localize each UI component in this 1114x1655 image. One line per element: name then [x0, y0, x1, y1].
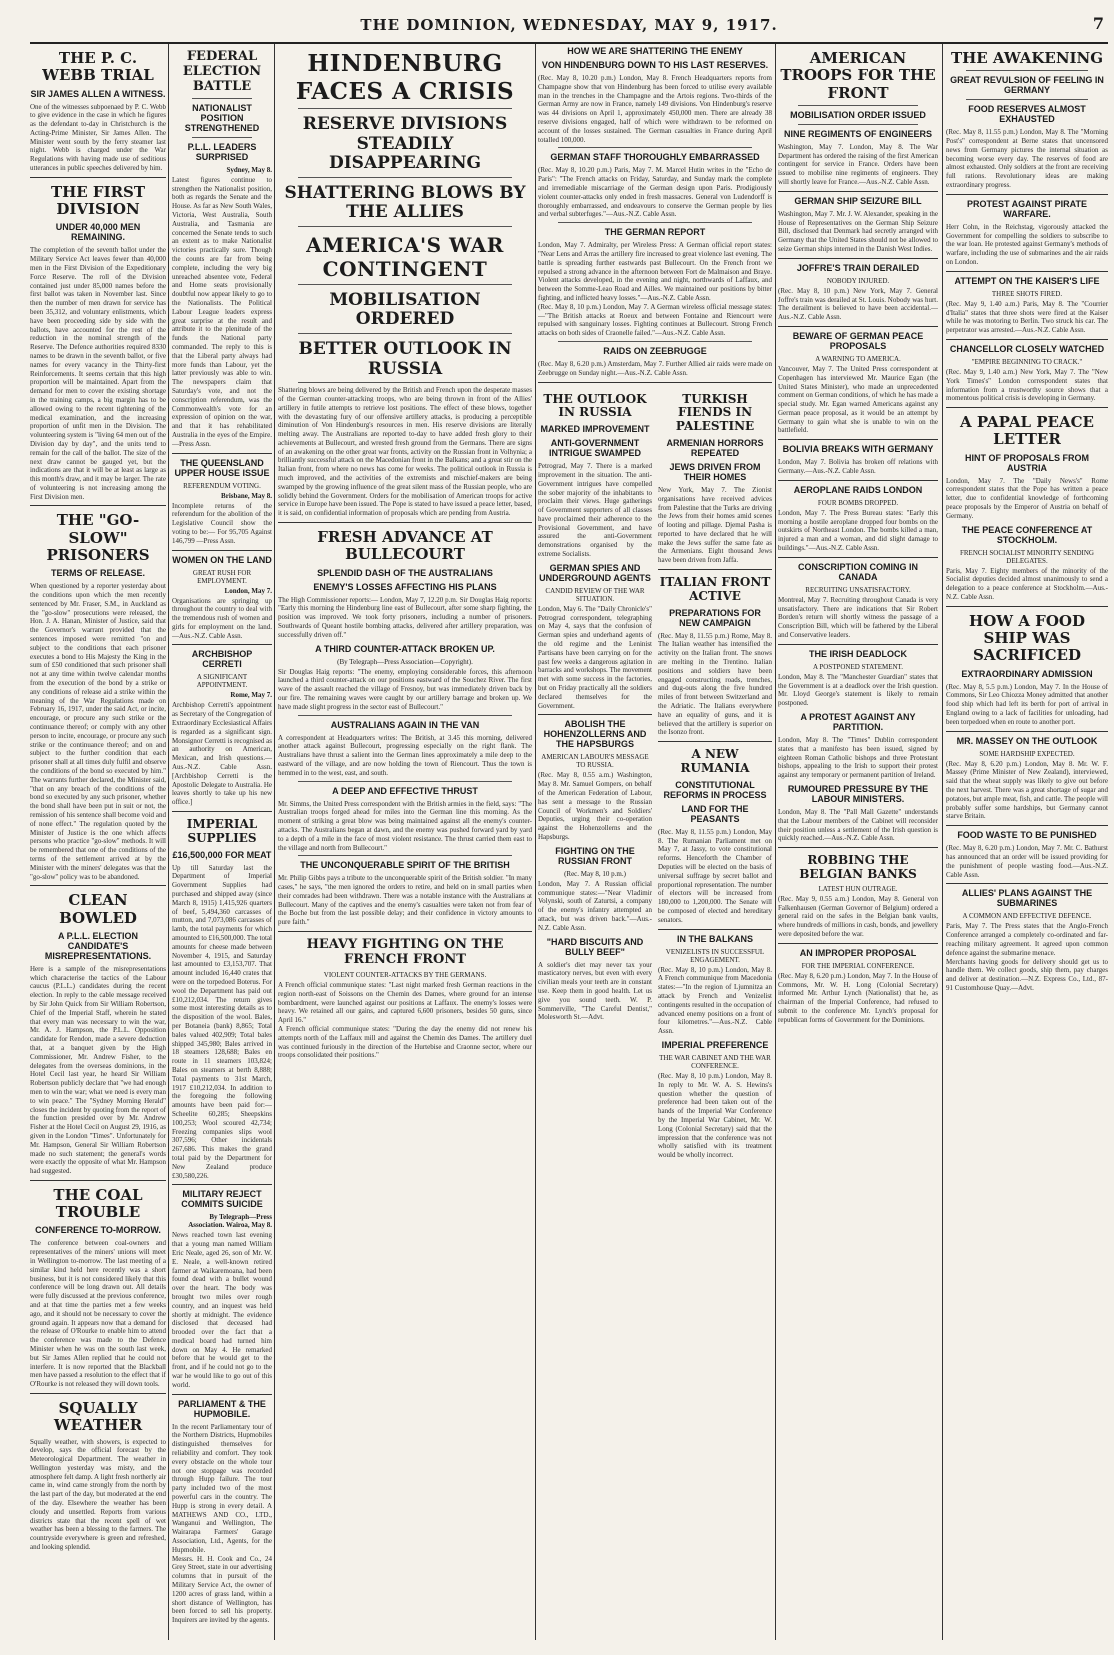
article-text: Incomplete returns of the referendum for the abolition of the Legislative Council show the voting to be:— For 95,705 Against 146,799 —Press Assn.	[172, 501, 272, 545]
article-text: London, May 8. The "Times" Dublin correspondent states that a manifesto has been issued, signed by eighteen Roman Catholic bishops and three Protestant bishops, appealing to the Irish to support their protest against any temporary or permanent partition of Ireland.	[778, 736, 938, 780]
divider	[298, 382, 512, 383]
headline: THE FIRST DIVISION	[50, 182, 146, 219]
article-text: Mr. Simms, the United Press correspondent with the British armies in the field, says: "The Australian troops forged ahead for miles into the German line this morning. As the moment of striking a great blow was being maintained against all the enemy's counter-attacks. The Australians began at dawn, and the enemy was pushed forward yard by yard to a depth of a mile in the face of most violent resistance. The thrust carried them east to the village and north from Bullecourt."	[278, 799, 532, 852]
subheadline: THE IRISH DEADLOCK	[808, 648, 907, 659]
subheadline: ANTI-GOVERNMENT INTRIGUE SWAMPED	[548, 438, 641, 459]
subheadline: MILITARY REJECT COMMITS SUICIDE	[181, 1189, 263, 1210]
subheadline: PROTEST AGAINST PIRATE WARFARE.	[966, 198, 1087, 219]
subheadline: VON HINDENBURG DOWN TO HIS LAST RESERVES.	[541, 60, 769, 70]
article-text: (Rec. May 9, 1.40 a.m.) Paris, May 8. The "Courrier d'Italia" states that three shots were fired at the Kaiser while he was motoring to Berlin. Two struck his car. The perpetrator was arrested.—Aus.-N.Z. Cable Assn.	[946, 299, 1108, 335]
divider	[172, 1394, 272, 1395]
subheadline: FOOD RESERVES ALMOST EXHAUSTED	[968, 104, 1086, 125]
subheadline: £16,500,000 FOR MEAT	[172, 849, 272, 860]
subheadline: NINE REGIMENTS OF ENGINEERS	[783, 128, 933, 139]
subheadline: CONSCRIPTION COMING IN CANADA	[797, 561, 918, 582]
divider	[946, 271, 1108, 272]
deck: FOR THE IMPERIAL CONFERENCE.	[801, 961, 915, 970]
divider	[30, 1180, 166, 1181]
divider	[778, 847, 938, 848]
deck: (By Telegraph—Press Association—Copyright).	[337, 657, 473, 666]
divider	[946, 731, 1108, 732]
deck: A WARNING TO AMERICA.	[815, 354, 901, 363]
divider	[172, 453, 272, 454]
headline: MOBILISATION ORDERED	[329, 289, 481, 330]
article-text: London, May 7. Admiralty, per Wireless Press: A German official report states: "Near Lens and Arras the artillery fire increased to great violence last evening. The battle is spreading further eastwards past Bullecourt. On the French front we repulsed a strong advance in the afternoon between Fort de Malmaison and Braye. Violent attacks developed, in the evening and night, northwards of Laffaux, and between the Somme-Leao Road and Ailles. We maintained our positions by bitter fighting, and inflicted heavy losses."—Aus.-N.Z. Cable Assn.	[538, 241, 772, 302]
subheadline: JOFFRE'S TRAIN DERAILED	[796, 262, 920, 273]
subheadline: THE PEACE CONFERENCE AT STOCKHOLM.	[961, 524, 1093, 545]
subheadline: MR. MASSEY ON THE OUTLOOK	[956, 735, 1098, 746]
column-4	[538, 44, 772, 1640]
article-text: Montreal, May 7. Recruiting throughout Canada is very unsatisfactory. There are indications that Sir Robert Borden's return will shortly witness the passage of a Conscription Bill, which will be fathered by the Liberal and Conservative leaders.	[778, 595, 938, 640]
divider	[298, 284, 512, 285]
sub-column	[538, 387, 652, 1160]
divider	[30, 177, 166, 178]
divider	[946, 825, 1108, 826]
deck: A SIGNIFICANT APPOINTMENT.	[196, 673, 248, 690]
article-text: Organisations are springing up throughout the country to deal with the tremendous rush of women and girls for employment on the land.—Aus.-N.Z. Cable Assn.	[172, 596, 272, 640]
headline: FEDERAL ELECTION BATTLE	[182, 49, 262, 94]
subheadline: RAIDS ON ZEEBRUGGE	[603, 345, 707, 356]
headline: ITALIAN FRONT ACTIVE	[659, 575, 771, 603]
subheadline: WOMEN ON THE LAND	[172, 554, 272, 565]
article-text: Here is a sample of the misrepresentations which characterise the tactics of the Labour caucus (P.L.L.) candidates during the recent election. In reply to the cable message received by Sir John Quick from Sir William Robertson, Chief of the Imperial Staff, wherein he stated that every man was necessary to win the war, Mr. A. J. Hampson, the P.L.L. Opposition candidate for Rendon, made a severe deduction that, at a banquet given by the High Commissioner, Mr. Andrew Fisher, to the delegates from the overseas dominions, in the Hotel Cecil last year, he heard Sir William Robertson publicly declare that "we had enough men to win the war; what we need is every man to win peace." The "Sydney Morning Herald" closes the incident by quoting from the report of the function presided over by Mr. Andrew Fisher at the Hotel Cecil on August 29, 1916, as given in the London "Times". Unfortunately for Mr. Hampson, General Sir William Robertson made no such statement; the general's words were exactly the opposite of what Mr. Hampson had suggested.	[30, 964, 166, 1176]
divider	[298, 177, 512, 178]
article-text: Shattering blows are being delivered by the British and French upon the desperate masses of the German counter-attacking troops, who are being thrown in front of the Allies' artillery in futile attempts to retrieve lost positions. The effect of these blows, together with the devastating fury of our offensive artillery attacks, is producing a perceptible diminution of Von Hindenburg's resources in men. His reserve divisions are literally melting away. The Australians are reported to-day to have added fresh glory to their achievements at Bullecourt, and wrested fresh ground from the Germans. There are signs of an awakening on the other great war fronts, activity on the Russian front in Volhynia; a brilliantly successful attack on the Macedonian front in the Balkans; and a great stir on the Italian front, from where no news has come for weeks. The political outlook in Russia is much improved, and the activities of the extremists and mischief-makers are being swamped by the growing influence of the great silent mass of the Russian people, who are solidly behind the Government. Orders for the mobilisation of American troops for active service in Europe have been issued. The Pope is stated to have issued a peace letter, based, it is said, on confidential information of proposals which are pending from Austria.	[278, 386, 532, 518]
article-text: A French official communique states: "Last night marked fresh German reactions in the region north-east of Soissons on the Chemin des Dames, where ground for an intense bombardment, were launched against our positions at Laffaux. The enemy's losses were heavy. We retained all our gains, and captured 6,600 prisoners, besides 50 guns, since April 16."	[278, 980, 532, 1025]
article-text: Merchants having goods for delivery should get us to handle them. We collect goods, ship them, pay charges and deliver at destination.—N.Z. Express Co., Ltd., 87-91 Customhouse Quay.—Advt.	[946, 957, 1108, 992]
article-text: Petrograd, May 7. There is a marked improvement in the situation. The anti-Government intrigues have compelled the sober majority of the inhabitants to proclaim their views. Huge gatherings of Government supporters of all classes have proclaimed their adherence to the Provisional Government, and have assured the anti-Government demonstrations organised by the extreme Socialists.	[538, 462, 652, 559]
divider	[192, 137, 252, 138]
article-text: Vancouver, May 7. The United Press correspondent at Copenhagen has interviewed Mr. Maurice Egan (the United States Minister), who made an unprecedented comment on German conditions, of which he has made a special study. Mr. Egan warned Americans against any German peace proposal, as it would be an attempt by Germany to gain what she is unable to win on the battlefield.	[778, 364, 938, 435]
dateline: Sydney, May 8.	[226, 165, 272, 174]
subheadline: AEROPLANE RAIDS LONDON	[793, 484, 923, 495]
article-text: (Rec. May 8, 6.20 p.m.) Amsterdam, May 7. Further Allied air raids were made on Zeebrugge on Sunday night.—Aus.-N.Z. Cable Assn.	[538, 359, 772, 377]
headline: AMERICAN TROOPS FOR THE FRONT	[780, 49, 936, 102]
dateline: Rome, May 7.	[230, 691, 272, 700]
dateline: By Telegraph—Press Association. Wairoa, May 8.	[188, 1213, 272, 1230]
divider	[298, 855, 512, 856]
deck: LATEST HUN OUTRAGE.	[818, 884, 898, 893]
headline: A NEW RUMANIA	[680, 747, 750, 776]
article-text: London, May 8. The "Pall Mall Gazette" understands that the Labour members of the Cabinet will reconsider their position unless a settlement of the Irish question is quickly reached.—Aus.-N.Z. Cable Assn.	[778, 808, 938, 843]
subheadline: BEWARE OF GERMAN PEACE PROPOSALS	[792, 330, 924, 351]
article-text: (Rec. May 8, 10 p.m.) New York, May 7. General Joffre's train was derailed at St. Louis. Nobody was hurt. The derailment is believed to have been accidental.—Aus.-N.Z. Cable Assn.	[778, 286, 938, 322]
divider	[778, 326, 938, 327]
column-1	[30, 44, 166, 1640]
column-rule	[274, 44, 275, 1640]
divider	[172, 811, 272, 812]
article-text: (Rec. May 9, 1.40 a.m.) New York, May 7. The "New York Times's" London correspondent states that information from a trustworthy source shows that a momentous political crisis is developing in Germany.	[946, 368, 1108, 403]
divider	[298, 333, 512, 334]
headline: RESERVE DIVISIONS STEADILY DISAPPEARING	[302, 114, 508, 174]
subheadline: ATTEMPT ON THE KAISER'S LIFE	[954, 275, 1100, 286]
subheadline: GERMAN SHIP SEIZURE BILL	[794, 195, 922, 206]
headline: THE P. C. WEBB TRIAL	[42, 49, 154, 85]
divider	[778, 191, 938, 192]
subheadline: PREPARATIONS FOR NEW CAMPAIGN	[669, 607, 761, 628]
article-text: (Rec. May 8, 5.5 p.m.) London, May 7. In the House of Commons, Sir Leo Chiozza Money admitted that another food ship which had left its berth for port of arrival in England owing to a lack of facilities for unloading, had been torpedoed when en route to another port.	[946, 682, 1108, 726]
divider	[798, 105, 918, 106]
column-3	[278, 44, 532, 1640]
deck: REFERENDUM VOTING.	[183, 481, 261, 490]
divider	[30, 505, 166, 506]
sub-column	[658, 387, 772, 1160]
article-text: Archbishop Cerretti's appointment as Secretary of the Congregation of Extraordinary Ecclesiastical Affairs is regarded as a significant sign. Monsignor Cerretti is recognised as an authority on American, Mexican, and Irish questions.—Aus.-N.Z. Cable Assn. [Archbishop Cerretti is the Apostolic Delegate to Australia. He leaves shortly to take up his new office.]	[172, 701, 272, 807]
divider	[658, 929, 772, 930]
article-text: London, May 7. Bolivia has broken off relations with Germany.—Aus.-N.Z. Cable Assn.	[778, 458, 938, 476]
deck: (Rec. May 8, 10 p.m.)	[564, 869, 626, 878]
headline: SHATTERING BLOWS BY THE ALLIES	[284, 182, 526, 223]
deck: GREAT RUSH FOR EMPLOYMENT.	[192, 568, 252, 585]
headline: ROBBING THE BELGIAN BANKS	[799, 853, 917, 881]
article-text: Messrs. H. H. Cook and Co., 24 Grey Street, state in our advertising columns that in pursuit of the Military Service Act, the owner of 1200 acres of grass land, within a short distance of Wellington, has been forced to sell his property. Inquirers are invited by the agents.	[172, 1554, 272, 1625]
subheadline: P.L.L. LEADERS SURPRISED	[187, 141, 257, 162]
article-text: Squally weather, with showers, is expected to develop, says the official forecast by the Meteorological Department. The weather in Wellington yesterday was misty, and the atmosphere felt damp. A light fresh northerly air came in, wind came strongly from the north by the last part of the day, but moderated at the end of the day. Elsewhere the weather has been cloudy and unsettled. Reports from various districts state that the recent spell of wet weather has been a blessing to the farmers. The countryside everywhere is green and refreshed, and looking splendid.	[30, 1437, 166, 1552]
subheadline: HINT OF PROPOSALS FROM AUSTRIA	[964, 452, 1089, 473]
article-text: The High Commissioner reports:— London, May 7, 12.20 p.m. Sir Douglas Haig reports: "Early this morning the Hindenburg line east of Bullecourt, after some sharp fighting, the position was improved. We took forty prisoners, including a number of prisoners. Southwards of Queant hostile bombing attacks, delivered after artillery preparation, was successfully driven off."	[278, 595, 532, 639]
article-text: The conference between coal-owners and representatives of the miners' unions will meet in Wellington to-morrow. The last meeting of a similar kind held here recently was a short business, but it is not considered likely that this conference will be long drawn out. All details were fully discussed at the previous conference, and at that time the parties met a few weeks ago, and it should not be necessary to cover the ground again. It appears now that a demand for the release of O'Rourke to enable him to attend the conference was made to the Defence Minister when he was on the south last week, but Sir James Allen replied that he could not interfere. It is now reported that the Blackball men have passed a resolution to the effect that if O'Rourke is not released they will down tools.	[30, 1239, 166, 1389]
headline: TURKISH FIENDS IN PALESTINE	[675, 391, 755, 434]
deck: CANDID REVIEW OF THE WAR SITUATION.	[545, 586, 645, 603]
column-rule	[168, 44, 169, 1640]
divider	[558, 341, 752, 342]
deck: A POSTPONED STATEMENT.	[812, 662, 904, 671]
dateline: Brisbane, May 8.	[221, 491, 272, 500]
subheadline: IMPERIAL PREFERENCE	[661, 1039, 769, 1050]
section-banner: HOW WE ARE SHATTERING THE ENEMY	[567, 46, 743, 56]
divider	[946, 407, 1108, 408]
split-columns	[538, 387, 772, 1160]
divider	[658, 569, 772, 570]
article-text: Herr Cohn, in the Reichstag, vigorously attacked the Government for compelling the soldiers to subscribe to the war loan. He protested against Germany's methods of warfare, including the use of submarines and the air raids on London.	[946, 222, 1108, 267]
deck: THREE SHOTS FIRED.	[991, 289, 1063, 298]
headline: AMERICA'S WAR CONTINGENT	[306, 232, 504, 281]
subheadline: ENEMY'S LOSSES AFFECTING HIS PLANS	[313, 581, 497, 592]
divider	[538, 382, 772, 383]
article-text: The completion of the seventh ballot under the Military Service Act leaves fewer than 40,000 men in the First Division of the Expeditionary Force Reserve. The roll of the Division contained just under 85,000 names before the first ballot was taken in November last. Since then the number of men drawn for service has been 35,312, and voluntary enlistments, which have been proceeding side by side with the ballots, have accounted for the rest of the reduction in the nominal strength of the Reserve. The Defence authorities required 8330 names to be drawn in the seventh ballot, or five names for every vacancy in the Thirty-first Reinforcements. It seems certain that this high proportion will be maintained. Apart from the demand for men to cover the existing shortage in the training camps, a big margin has to be allowed owing to the recent tightening of the medical examination, and the increasing proportion of unfit men in the Division. The volunteering system is "living 64 men out of the Division day by day", and the units tend to remain for the call of the ballot. The size of the next draw cannot be gauged yet, but the indications are that it will be at least as large as this month's draw, and it may be larger. The rate of volunteering is not increasing among the First Division men.	[30, 246, 166, 501]
article-text: (Rec. May 8, 10.20 p.m.) Paris, May 7. M. Marcel Hutin writes in the "Echo de Paris": "The French attacks on Friday, Saturday, and Sunday mark the complete and irremediable miscarriage of the German design upon Paris. Prodigiously violent counter-attacks only ended in fresh massacres. General von Ludendorff is thoroughly embarrassed, and endeavours to conserve the German people by lies and verbal subterfuges."—Aus.-N.Z. Cable Assn.	[538, 166, 772, 219]
subheadline: CHANCELLOR CLOSELY WATCHED	[949, 344, 1105, 354]
divider	[278, 522, 532, 523]
divider	[558, 222, 752, 223]
subheadline: A THIRD COUNTER-ATTACK BROKEN UP.	[315, 643, 495, 654]
headline: A PAPAL PEACE LETTER	[959, 413, 1094, 449]
article-text: (Rec. May 8, 11.55 p.m.) London, May 8. The Rumanian Parliament met on May 7, at Jassy, to vote constitutional reforms. Henceforth the Chamber of Deputies will be elected on the basis of universal suffrage by secret ballot and proportional representation. The number of electors will be increased from 180,000 to 1,200,000. The Senate will be composed of elected and hereditary senators.	[658, 827, 772, 924]
deck: NOBODY INJURED.	[826, 276, 890, 285]
subheadline: ABOLISH THE HOHENZOLLERNS AND THE HAPSBURGS	[543, 719, 647, 750]
article-text: Washington, May 7. London, May 8. The War Department has ordered the raising of the first American contingent for service in France. Orders have been issued to mobilise nine regiments of engineers. They will shortly leave for France.—Aus.-N.Z. Cable Assn.	[778, 142, 938, 186]
deck: A COMMON AND EFFECTIVE DEFENCE.	[962, 912, 1092, 921]
article-text: London, May 6. The "Daily Chronicle's" Petrograd correspondent, telegraphing on May 4, says that the confusion of German spies and underhand agents of the old regime and the Leninist Partisans have been carrying on for the past few weeks a dangerous agitation in barracks and workshops. The movement met with some success in the factories, but on Friday practically all the soldiers declared themselves for the Government.	[538, 604, 652, 710]
article-text: (Rec. May 8, 0.55 a.m.) Washington, May 8. Mr. Samuel Gompers, on behalf of the American Federation of Labour, has sent a message to the Russian Council of Workmen's and Soldiers' Deputies, urging their co-operation against the Hohenzollerns and the Hapsburgs.	[538, 771, 652, 842]
deck: "EMPIRE BEGINNING TO CRACK."	[971, 358, 1083, 366]
divider	[778, 557, 938, 558]
subheadline: CONFERENCE TO-MORROW.	[35, 1225, 161, 1236]
subheadline: FOOD WASTE TO BE PUNISHED	[957, 830, 1097, 841]
article-text: A soldier's diet may never tax your masticatory nerves, but even with every civilian meals your teeth are in constant use. Keep them in good health. Let us give you sound teeth. W. P. Sommerville, "The Careful Dentist," Molesworth St.—Advt.	[538, 960, 652, 1022]
article-text: (Rec. May 8, 6.20 p.m.) London, May 7. Mr. C. Bathurst has announced that an order will be issued providing for the punishment of people wasting food.—Aus.-N.Z. Cable Assn.	[946, 844, 1108, 879]
subheadline: UNDER 40,000 MEN REMAINING.	[55, 222, 141, 243]
headline: CLEAN BOWLED	[59, 891, 137, 927]
divider	[172, 550, 272, 551]
column-rule	[775, 44, 776, 1640]
masthead	[30, 6, 1108, 44]
divider	[298, 715, 512, 716]
article-text: (Rec. May 8, 11.55 p.m.) Rome, May 8. The Italian weather has intensified the activity on the Italian front. The snows are melting in the Trentino. Italian positions and soldiers have been engaged constructing roads, trenches, and dug-outs along the five hundred miles of front between Switzerland and the Adriatic. The Italians everywhere have an equality of guns, and it is believed that the artillery is superior on the Isonzo front.	[658, 631, 772, 737]
deck: SOME HARDSHIP EXPECTED.	[979, 749, 1075, 758]
divider	[558, 147, 752, 148]
article-text: Washington, May 7. Mr. J. W. Alexander, speaking in the House of Representatives on the German Ship Seizure Bill, disclosed that Denmark had secretly arranged with Germany that the United States should not be allowed to seize German ships interned in the Danish West Indies.	[778, 209, 938, 253]
column-rule	[535, 44, 536, 1640]
deck: THE WAR CABINET AND THE WAR CONFERENCE.	[659, 1053, 771, 1070]
article-text: (Rec. May 8, 6.20 p.m.) London, May 8. Mr. W. F. Massey (Prime Minister of New Zealand), interviewed, said that the wheat supply was likely to give out before the next harvest. There was a great shortage of sugar and potatoes, but ample meat, fish, and cattle. The people will probably suffer some hardships, but Germany cannot starve Britain.	[946, 759, 1108, 821]
column-6	[946, 44, 1108, 1640]
divider	[798, 124, 918, 125]
subheadline: NATIONALIST POSITION STRENGTHENED	[184, 102, 260, 133]
article-text: Latest figures continue to strengthen the Nationalist position, both as regards the Senate and the House. As far as New South Wales, Victoria, West Australia, South Australia, and Tasmania are concerned the Senate tends to such an extent as to make Nationalist victories practically sure. Though the counts are far from being complete, including the very big unreached absentee vote, Federal and Home seats provisionally doubtful now appear likely to go to the Nationalists. The Political Labour League leaders express great surprise at the result and attribute it to the plenitude of the funds the National party commanded. The reply to this is that the Liberal party always had more funds than Labour, yet the latter previously was able to win. The newspapers claim that Saturday's vote, and not the conscription referendum, was the Commonwealth's vote for an expression of opinion on the war, and that it has rehabilitated Australia in the eyes of the Empire.—Press Assn.	[172, 175, 272, 448]
divider	[946, 194, 1108, 195]
divider	[30, 885, 166, 886]
article-text: London, May 7. The "Daily News's" Rome correspondent states that the Pope has written a peace letter, due to confidential knowledge of forthcoming peace proposals by the Emperor of Austria on behalf of Germany.	[946, 476, 1108, 520]
column-rule	[942, 44, 943, 1640]
headline: IMPERIAL SUPPLIES	[186, 817, 258, 845]
subheadline: MARKED IMPROVEMENT	[540, 424, 650, 435]
subheadline: A PROTEST AGAINST ANY PARTITION.	[800, 712, 916, 733]
subheadline: LAND FOR THE PEASANTS	[681, 803, 749, 824]
divider	[966, 70, 1088, 71]
article-text: Up till Saturday last the Department of Imperial Government Supplies had purchased and shipped away (since March 8, 1915) 1,415,926 quarters of beef, 5,494,360 carcasses of mutton, and 7,073,086 carcasses of lamb, the total payments for which amounted to £16,500,000. The total amounts for cheese made between November 4, 1915, and Saturday last amounted to £3,153,707. That amount included 16,440 crates that were on the torpedoed Boterus. For wool the Department has paid out £10,212,034. The return gives some most interesting details as to the disposition of the wool. Bales, per Botaneia (bank) 8,865; Total bales valued 402,909; Total bales shipped 345,980; Bales arrived in 18 steamers 128,688; Bales en route in 11 steamers 103,824; Bales on steamers at berth 8,888; Total payments to 31st March, 1917 £10,212,034. In addition to the foregoing the following amounts have been paid for:— Scheelite 60,285; Sheepskins 100,253; Wool scoured 42,734; Freezing companies slips wool 307,596; Other incidentals 267,686. This makes the grand total paid by the Department for New Zealand produce £30,580,226.	[172, 863, 272, 1180]
column-2	[172, 44, 272, 1640]
subheadline: GERMAN STAFF THOROUGHLY EMBARRASSED	[550, 152, 760, 163]
divider	[966, 99, 1088, 100]
page-number: 7	[1092, 14, 1104, 33]
subheadline: FIGHTING ON THE RUSSIAN FRONT	[555, 845, 635, 866]
headline: HOW A FOOD SHIP WAS SACRIFICED	[969, 611, 1085, 665]
subheadline: SIR JAMES ALLEN A WITNESS.	[30, 88, 166, 99]
deck: FOUR BOMBS DROPPED.	[817, 498, 899, 507]
divider	[778, 644, 938, 645]
divider	[172, 644, 272, 645]
divider	[946, 606, 1108, 607]
headline: THE AWAKENING	[950, 49, 1104, 67]
subheadline: GERMAN SPIES AND UNDERGROUND AGENTS	[539, 562, 651, 583]
divider	[778, 258, 938, 259]
article-text: (Rec. May 9, 0.55 a.m.) London, May 8. General von Falkenhausen (German Governor of Belgium) ordered a general raid on the safes in the Belgian bank vaults, where hundreds of millions in cash, bonds, and jewellery were deposited before the war.	[778, 894, 938, 938]
subheadline: A DEEP AND EFFECTIVE THRUST	[332, 785, 478, 796]
article-text: (Rec. May 8, 10 p.m.) London, May 8. A French communique from Macedonia states:—"In the region of Ljumnitza an attack by French and Venizelist contingents resulted in the occupation of advanced enemy positions on a front of four kilometres."—Aus.-N.Z. Cable Assn.	[658, 965, 772, 1036]
divider	[778, 480, 938, 481]
headline: THE COAL TROUBLE	[53, 1185, 143, 1222]
divider	[298, 226, 512, 227]
divider	[172, 1184, 272, 1185]
article-text: Paris, May 7. The Press states that the Anglo-French Conference arranged a completely co-ordinated and far-reaching military agreement. It agreed upon common defence against the submarine menace.	[946, 922, 1108, 957]
headline: BETTER OUTLOOK IN RUSSIA	[298, 339, 512, 379]
subheadline: JEWS DRIVEN FROM THEIR HOMES	[669, 461, 761, 482]
column-5	[778, 44, 938, 1640]
article-text: When questioned by a reporter yesterday about the conditions upon which the men recently sentenced by Mr. Fraser, S.M., in Auckland as the "go-slow" prosecutions were released, the Hon. J. A. Hanan, Minister of Justice, said that the Governor's warrant provided that the sentences imposed were remitted "on and subject to the conditions that each prisoner executes a bond to His Majesty the King in the sum of £50 conditioned that such prisoner shall not at any time within twelve calendar months from the execution of the bond by a strike or any conditions of release aid a strike within the meaning of the War Regulations made on February 16, 1917, under the said Act, or incite, encourage, or procure any such strike or the continuance thereof; or comply with any other person to incite, encourage, or procure any such strike or the continuance thereof; and on and subject to the further condition that each prisoner shall at all times duly fulfil and observe the conditions of the bond so executed by him." The warrants further declared, the Minister said, "that on any breach of the conditions of the bond so executed by any such prisoner, whether the bond shall have been put in suit or not, the remission of his sentence shall become void and of none effect." The regulation quoted by the Minister of Justice is the one which affects persons who practice "go-slow" methods. It will be remembered that one of the conditions of the terms of the settlement arrived at by the Minister with the miners' delegates was that the "go-slow" policy was to be abandoned.	[30, 582, 166, 881]
subheadline: BOLIVIA BREAKS WITH GERMANY	[782, 444, 934, 455]
article-text: London, May 8. The "Manchester Guardian" states that the Government is at a deadlock over the Irish question. Mr. Lloyd George's statement is likely to remain postponed.	[778, 672, 938, 708]
divider	[192, 98, 252, 99]
article-text: London, May 7. The Press Bureau states: "Early this morning a hostile aeroplane dropped four bombs on the outskirts of Northeast London. The bombs killed a man, injured a man and a woman, and did slight damage to buildings."—Aus.-N.Z. Cable Assn.	[778, 508, 938, 553]
subheadline: THE GERMAN REPORT	[604, 227, 706, 238]
article-text: Mr. Philip Gibbs pays a tribute to the unconquerable spirit of the British soldier. "In many cases," he says, "the men ignored the orders to retire, and held on in small parties when their comrades had been withdrawn. There was a notable instance with the Australians at Bullecourt. Many of the captives and the enemy's casualties were taken not from fear of the Boche but from the last possible delay; and their confidence in victory amounts to pure faith."	[278, 874, 532, 927]
headline: FRESH ADVANCE AT BULLECOURT	[317, 528, 493, 564]
subheadline: PARLIAMENT & THE HUPMOBILE.	[178, 1398, 266, 1419]
divider	[538, 714, 652, 715]
article-text: (Rec. May 8, 10 p.m.) London, May 8. In reply to Mr. W. A. S. Hewins's question whether the question of preference had been taken out of the hands of the Imperial War Conference by the Imperial War Cabinet, Mr. W. Long (Colonial Secretary) said that the impression that the conference was not wholly satisfied with its treatment would be wholly incorrect.	[658, 1071, 772, 1160]
headline: THE OUTLOOK IN RUSSIA	[543, 391, 647, 420]
article-text: A French official communique states: "During the day the enemy did not renew his attempts north of the Laffaux mill and against the Chemin des Dames. The artillery duel was continued furiously in the direction of the Hurtebise and Craonne sector, where our troops consolidated their positions."	[278, 1024, 532, 1060]
subheadline: GREAT REVULSION OF FEELING IN GERMANY	[950, 75, 1104, 96]
divider	[946, 339, 1108, 340]
subheadline: A P.L.L. ELECTION CANDIDATE'S MISREPRESENTATIONS.	[44, 930, 152, 961]
subheadline: SPLENDID DASH OF THE AUSTRALIANS	[317, 567, 493, 578]
article-text: London, May 7. A Russian official communique states:—"Near Vladimir Volynski, south of Zaturtsi, a company of the enemy's infantry attempted an attack, but was driven back."—Aus.-N.Z. Cable Assn.	[538, 879, 652, 932]
subheadline: EXTRAORDINARY ADMISSION	[961, 668, 1093, 679]
deck: AMERICAN LABOUR'S MESSAGE TO RUSSIA.	[541, 753, 649, 770]
divider	[298, 108, 512, 109]
divider	[658, 741, 772, 742]
article-text: (Rec. May 8, 11.55 p.m.) London, May 8. The "Morning Post's" correspondent at Berne states that uncensored news from Germany pictures the internal situation as becoming worse every day. The reserves of food are almost exhausted. Only soldiers at the front are receiving full rations. Revolutionary ideas are making extraordinary progress.	[946, 128, 1108, 190]
subheadline: RUMOURED PRESSURE BY THE LABOUR MINISTERS.	[787, 784, 929, 805]
article-text: Sir Douglas Haig reports: "The enemy, employing considerable forces, this afternoon launched a third counter-attack on our positions eastward of the Souchez River. The first wave of the assault reached the village of Fresnoy, but was immediately driven back by our fire. The remaining waves were caught by our artillery barrage and broken up. We have made slight progress in the sector east of Bullecourt."	[278, 667, 532, 711]
deck: RECRUITING UNSATISFACTORY.	[805, 585, 911, 594]
divider	[946, 883, 1108, 884]
subheadline: ARMENIAN HORRORS REPEATED	[666, 437, 764, 458]
subheadline: AUSTRALIANS AGAIN IN THE VAN	[330, 719, 480, 730]
article-text: New York, May 7. The Zionist organisations have received advices from Palestine that the Turks are driving the Jews from their homes amid scenes of looting and pillage. Djemal Pasha is reported to have declared that he will make the Jews suffer the same fate as the Armenians. Eight thousand Jews have been driven from Jaffa.	[658, 485, 772, 565]
headline: SQUALLY WEATHER	[53, 1399, 143, 1435]
subheadline: "HARD BISCUITS AND BULLY BEEF"	[546, 936, 644, 957]
subheadline: ARCHBISHOP CERRETI	[191, 649, 253, 670]
subheadline: MOBILISATION ORDER ISSUED	[790, 109, 926, 120]
headline: HEAVY FIGHTING ON THE FRENCH FRONT	[306, 937, 504, 968]
article-text: In the recent Parliamentary tour of the Northern Districts, Hupmobiles distinguished themselves for reliability and comfort. They took every obstacle on the whole tour not one stoppage was recorded through Hupp failure. The tour party included two of the most powerful cars in the country. The Hupp is strong in every detail. A MATHEWS AND CO., LTD., Wanganui and Wellington, The Wairarapa Farmers' Garage Association, Ltd., Agents, for the Hupmobile.	[172, 1422, 272, 1554]
subheadline: IN THE BALKANS	[677, 933, 753, 944]
article-text: (Rec. May 8, 6.20 p.m.) London, May 7. In the House of Commons, Mr. W. H. Long (Colonial Secretary) informed Mr. Arthur Lynch (Nationalist) that he, as chairman of the Imperial Conference, had refused to submit to the conference Mr. Lynch's proposal for republican forms of Government for the Dominions.	[778, 971, 938, 1024]
divider	[278, 931, 532, 932]
divider	[30, 1393, 166, 1394]
subheadline: CONSTITUTIONAL REFORMS IN PROCESS	[663, 779, 767, 800]
deck: VIOLENT COUNTER-ATTACKS BY THE GERMANS.	[323, 970, 487, 979]
article-text: One of the witnesses subpoenaed by P. C. Webb to give evidence in the case in which he figures as the defendant to-day in Christchurch is the Acting-Prime Minister, Sir James Allen. The Minister went south by the ferry steamer last night. Webb is charged under the War Regulations with having made use of seditious utterances in public speeches delivered by him.	[30, 102, 166, 173]
subheadline: TERMS OF RELEASE.	[50, 568, 145, 579]
article-text: (Rec. May 8, 10 p.m.) London, May 7. A German wireless official message states:—"The British attacks at Roeux and between Fontaine and Riencourt were repulsed with sanguinary losses. Fighting continues at Bullecourt. Strong French attacks on both sides of Craonelle failed."—Aus.-N.Z. Cable Assn.	[538, 302, 772, 338]
article-text: (Rec. May 8, 10.20 p.m.) London, May 8. French Headquarters reports from Champagne show that von Hindenburg has been forced to utilise every available man in the trenches in the Champagne and the Artois regions. Two-thirds of the German Army are now in France, namely 149 divisions. Von Hindenburg's reserve was 44 divisions on April 1, approximately 450,000 men. There are already 38 reserve divisions engaged, half of which were withdrawn to be reformed on account of the losses sustained. The German casualties in France during April totalled 100,000.	[538, 74, 772, 144]
subheadline: THE QUEENSLAND UPPER HOUSE ISSUE	[174, 457, 270, 478]
dateline: London, May 7.	[224, 586, 272, 595]
masthead-title: THE DOMINION, WEDNESDAY, MAY 9, 1917.	[360, 16, 778, 34]
headline: THE "GO-SLOW" PRISONERS	[46, 511, 150, 564]
subheadline: THE UNCONQUERABLE SPIRIT OF THE BRITISH	[300, 860, 510, 871]
article-text: Paris, May 7. Eighty members of the minority of the Socialist deputies decided almost unanimously to send a delegation to a peace conference at Stockholm.—Aus.-N.Z. Cable Assn.	[946, 566, 1108, 602]
deck: VENIZELISTS IN SUCCESSFUL ENGAGEMENT.	[665, 947, 765, 964]
subheadline: AN IMPROPER PROPOSAL	[799, 947, 917, 958]
deck: FRENCH SOCIALIST MINORITY SENDING DELEGATES.	[960, 548, 1094, 565]
divider	[778, 943, 938, 944]
article-text: A correspondent at Headquarters writes: The British, at 3.45 this morning, delivered another attack against Bullecourt, progressing especially on the right flank. The Australians have thrust a salient into the German lines approximately a mile deep to the eastward of the village, and are now holding the town of Riencourt. Thus the town is hemmed in to the west, east, and south.	[278, 733, 532, 777]
article-text: News reached town last evening that a young man named William Eric Neale, aged 26, son of Mr. W. E. Neale, a well-known retired farmer at Waikaremoana, had been found dead with a bullet wound over the heart. The body was brought two miles over rough country, and an inquest was held shortly at midnight. The evidence disclosed that deceased had brooded over the fact that a medical board had turned him down on May 4. He remarked before that he would get to the front, and if he could not go to the war he would like to go out of this world.	[172, 1231, 272, 1389]
divider	[298, 781, 512, 782]
divider	[778, 439, 938, 440]
subheadline: ALLIES' PLANS AGAINST THE SUBMARINES	[961, 888, 1093, 909]
main-headline: HINDENBURG FACES A CRISIS	[295, 50, 515, 105]
